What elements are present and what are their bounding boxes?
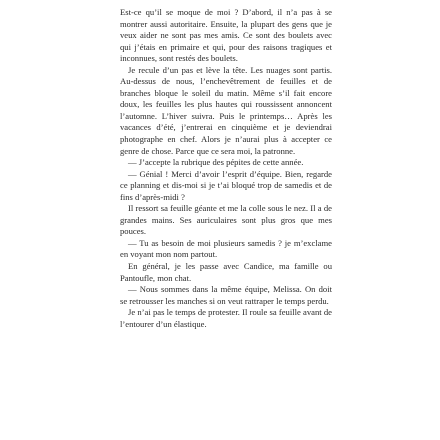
dialogue-line-4: — Nous sommes dans la même équipe, Melissa. On doit se retrousser les manches si on veut rattraper le temps perdu. xyxy=(120,284,332,306)
dialogue-line-3: — Tu as besoin de moi plusieurs samedis ? je m’exclame en voyant mon nom partout. xyxy=(120,237,332,260)
paragraph-4: En général, je les passe avec Candice, ma famille ou Pantoufle, mon chat. xyxy=(120,261,332,283)
paragraph-3: Il ressort sa feuille géante et me la colle sous le nez. Il a de grandes mains. Ses auriculaires sont plus gros que mes pouces. xyxy=(120,203,332,237)
dialogue-line-2: — Génial ! Merci d’avoir l’esprit d’équipe. Bien, regarde ce planning et dis-moi si je t’ai bloqué trop de samedis et de fins d’après-midi ? xyxy=(120,168,332,202)
paragraph-1: Est-ce qu’il se moque de moi ? D’abord, il n’a pas à se montrer aussi autoritaire. Ensuite, la plupart des gens que je veux aider ne sont pas mes amis. Ce sont des boulets avec qui j’étais en primaire et qui, pour des raisons tragiques et inconnues, sont restés des boulets. xyxy=(120,7,332,64)
body-text xyxy=(120,7,332,330)
dialogue-line-1: — J’accepte la rubrique des pépites de cette année. xyxy=(128,157,304,168)
paragraph-5: Je n’ai pas le temps de protester. Il roule sa feuille avant de l’entourer d’un élastique. xyxy=(120,307,332,329)
paragraph-2: Je recule d’un pas et lève la tête. Les nuages sont partis. Au-dessus de nous, l’enchevêtrement de feuilles et de branches bloque le soleil du matin. Même s’il fait encore doux, les feuilles les plus hautes qui roussissent annoncent l’automne. L’hiver suivra. Puis le printemps… Après les vacances d’été, j’entrerai en cinquième et je deviendrai photographe en chef. Alors je n’aurai plus à accepter ce genre de chose. Parce que ce sera moi, la patronne. xyxy=(120,64,332,156)
